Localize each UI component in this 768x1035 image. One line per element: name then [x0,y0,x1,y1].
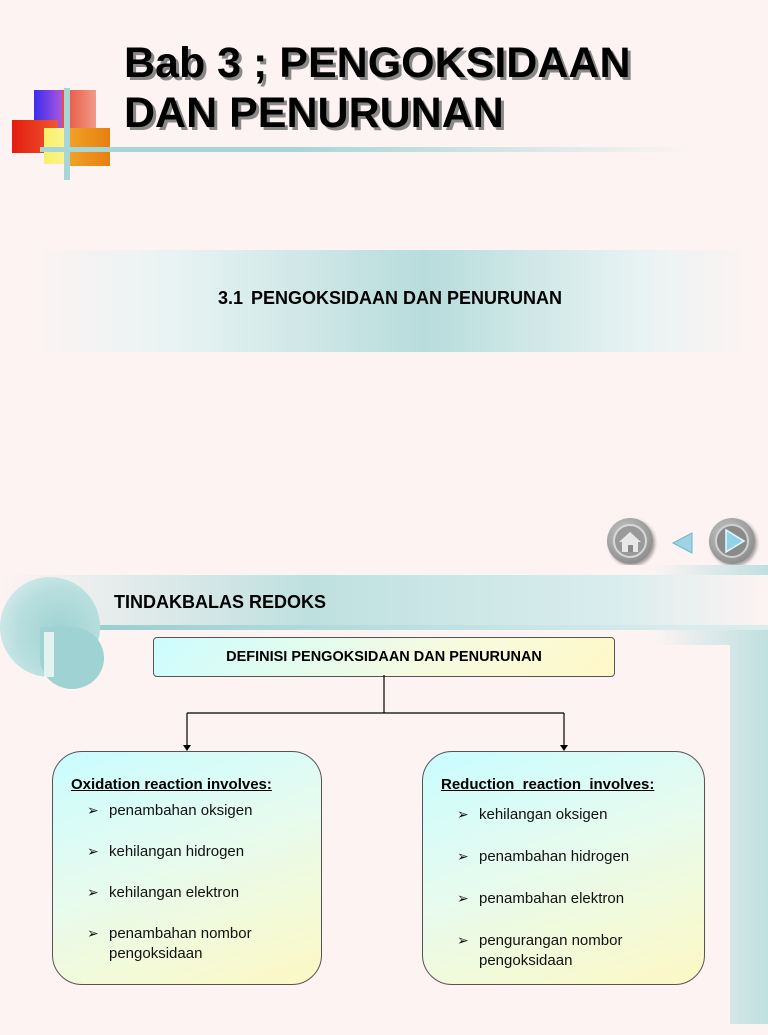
oxidation-heading: Oxidation reaction involves: [71,776,272,793]
list-item: ➢ penambahan hidrogen [457,847,686,867]
list-item: ➢ kehilangan elektron [87,883,303,903]
triangle-right-icon [709,518,755,564]
reduction-card [422,751,705,985]
list-item: ➢ kehilangan oksigen [457,805,686,825]
slide-title [124,38,631,138]
subsection-banner [32,250,748,352]
reduction-list [441,805,686,971]
subsection-heading [32,288,748,309]
list-item: ➢ penambahan nombor pengoksidaan [87,924,303,964]
section-title: TINDAKBALAS REDOKS [114,592,327,612]
subsection-title: PENGOKSIDAAN DAN PENURUNAN [251,288,563,308]
home-button[interactable] [607,518,653,564]
subsection-number: 3.1 [217,288,243,308]
slide-title-line-2: DAN PENURUNAN [124,89,504,137]
reduction-heading: Reduction reaction involves: [441,776,655,793]
slide-1 [0,0,768,512]
definition-box: DEFINISI PENGOKSIDAAN DAN PENURUNAN [153,637,615,677]
oxidation-list [71,801,303,964]
slide-title-line-1: Bab 3 ; PENGOKSIDAAN [124,39,631,87]
list-item: ➢ penambahan elektron [457,889,686,909]
list-item: ➢ penambahan oksigen [87,801,303,821]
triangle-left-icon[interactable] [670,530,696,556]
oxidation-card [52,751,322,985]
decor-horizontal-line [40,147,690,152]
list-item: ➢ kehilangan hidrogen [87,842,303,862]
next-button[interactable] [709,518,755,564]
decor-vertical-line [64,88,70,180]
list-item: ➢ pengurangan nombor pengoksidaan [457,931,686,971]
slide-2 [0,565,768,1024]
home-icon [607,518,653,564]
